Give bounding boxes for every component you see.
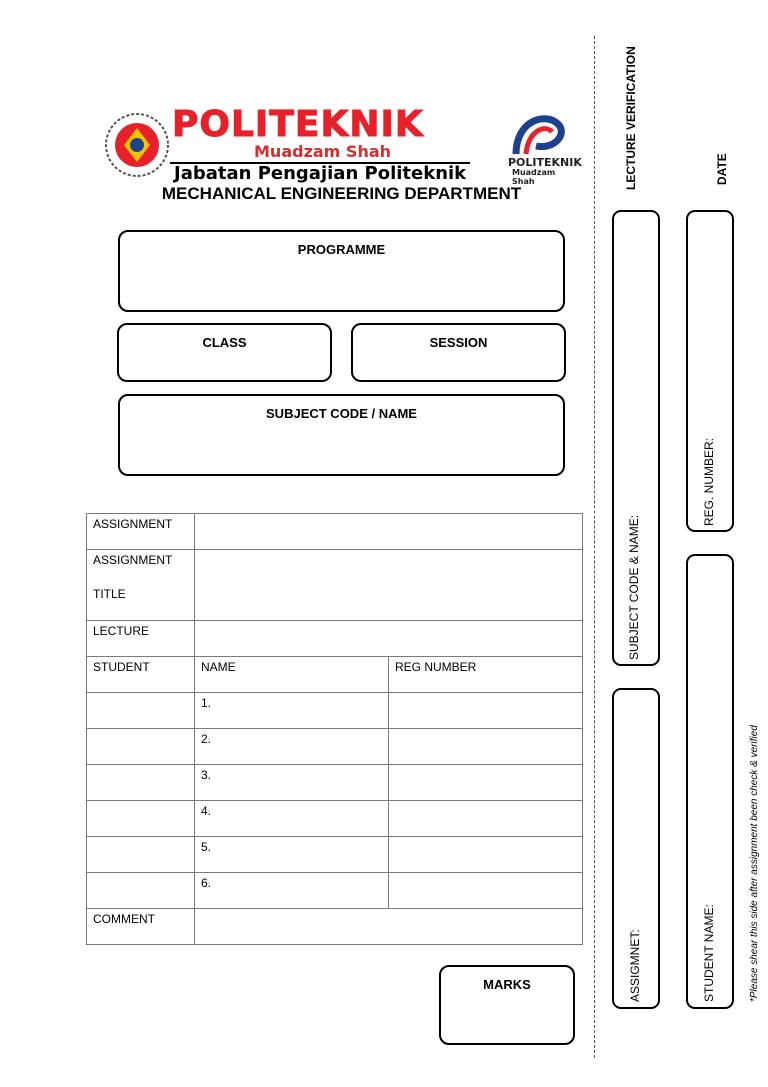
- table-row: [87, 729, 583, 765]
- assignment-info-table: [86, 513, 583, 945]
- student-reg-cell[interactable]: [389, 801, 583, 837]
- programme-label: PROGRAMME: [297, 242, 386, 257]
- assignment-label: ASSIGNMENT: [87, 514, 195, 550]
- department-title: MECHANICAL ENGINEERING DEPARTMENT: [161, 184, 522, 203]
- assignment-title-line1: ASSIGNMENT: [93, 553, 173, 567]
- student-name-cell[interactable]: 5.: [195, 837, 389, 873]
- assignment-side-label: ASSIGMNET:: [628, 929, 642, 1002]
- student-name-cell[interactable]: 3.: [195, 765, 389, 801]
- class-box[interactable]: [117, 323, 332, 382]
- student-name-cell[interactable]: 6.: [195, 873, 389, 909]
- tear-note: *Please shear this side after assignment been check & verified: [749, 725, 760, 1002]
- brand-small-subtitle: Muadzam Shah: [512, 168, 556, 186]
- marks-label: MARKS: [483, 977, 531, 992]
- table-row: [87, 514, 583, 550]
- politeknik-mark-icon: [506, 110, 576, 158]
- tear-line: [594, 36, 595, 1058]
- table-row: [87, 693, 583, 729]
- student-reg-cell[interactable]: [389, 729, 583, 765]
- subject-label: SUBJECT CODE / NAME: [266, 406, 417, 421]
- brand-department: Jabatan Pengajian Politeknik: [170, 162, 470, 184]
- subject-code-name-label: SUBJECT CODE & NAME:: [627, 514, 641, 660]
- table-row: [87, 837, 583, 873]
- table-row: [87, 657, 583, 693]
- lecture-label: LECTURE: [87, 621, 195, 657]
- student-reg-cell[interactable]: [389, 873, 583, 909]
- table-row: [87, 873, 583, 909]
- politeknik-logo: [104, 104, 582, 186]
- assignment-title-cell[interactable]: [195, 550, 583, 621]
- lecture-cell[interactable]: [195, 621, 583, 657]
- comment-cell[interactable]: [195, 909, 583, 945]
- brand-small-title: POLITEKNIK: [508, 156, 582, 169]
- class-label: CLASS: [202, 335, 247, 350]
- student-name-cell[interactable]: 2.: [195, 729, 389, 765]
- name-header: NAME: [195, 657, 389, 693]
- table-row: [87, 550, 583, 621]
- programme-box[interactable]: [118, 230, 565, 312]
- session-box[interactable]: [351, 323, 566, 382]
- assignment-title-line2: TITLE: [93, 587, 126, 601]
- student-label: STUDENT: [87, 657, 195, 693]
- session-label: SESSION: [429, 335, 488, 350]
- student-name-cell[interactable]: 1.: [195, 693, 389, 729]
- brand-wordmark: POLITEKNIK: [172, 104, 424, 145]
- lecture-verification-label: LECTURE VERIFICATION: [624, 46, 638, 190]
- date-label: DATE: [715, 153, 729, 185]
- reg-number-label: REG. NUMBER:: [702, 437, 716, 526]
- assignment-cell[interactable]: [195, 514, 583, 550]
- student-reg-cell[interactable]: [389, 693, 583, 729]
- student-name-cell[interactable]: 4.: [195, 801, 389, 837]
- student-reg-cell[interactable]: [389, 765, 583, 801]
- table-row: [87, 909, 583, 945]
- reg-number-header: REG NUMBER: [389, 657, 583, 693]
- table-row: [87, 801, 583, 837]
- table-row: [87, 765, 583, 801]
- table-row: [87, 621, 583, 657]
- assignment-title-label: [87, 550, 195, 621]
- marks-box[interactable]: [439, 965, 575, 1045]
- crest-icon: [104, 110, 170, 180]
- student-reg-cell[interactable]: [389, 837, 583, 873]
- subject-box[interactable]: [118, 394, 565, 476]
- student-name-label: STUDENT NAME:: [702, 904, 716, 1002]
- comment-label: COMMENT: [87, 909, 195, 945]
- brand-subtitle: Muadzam Shah: [254, 142, 392, 161]
